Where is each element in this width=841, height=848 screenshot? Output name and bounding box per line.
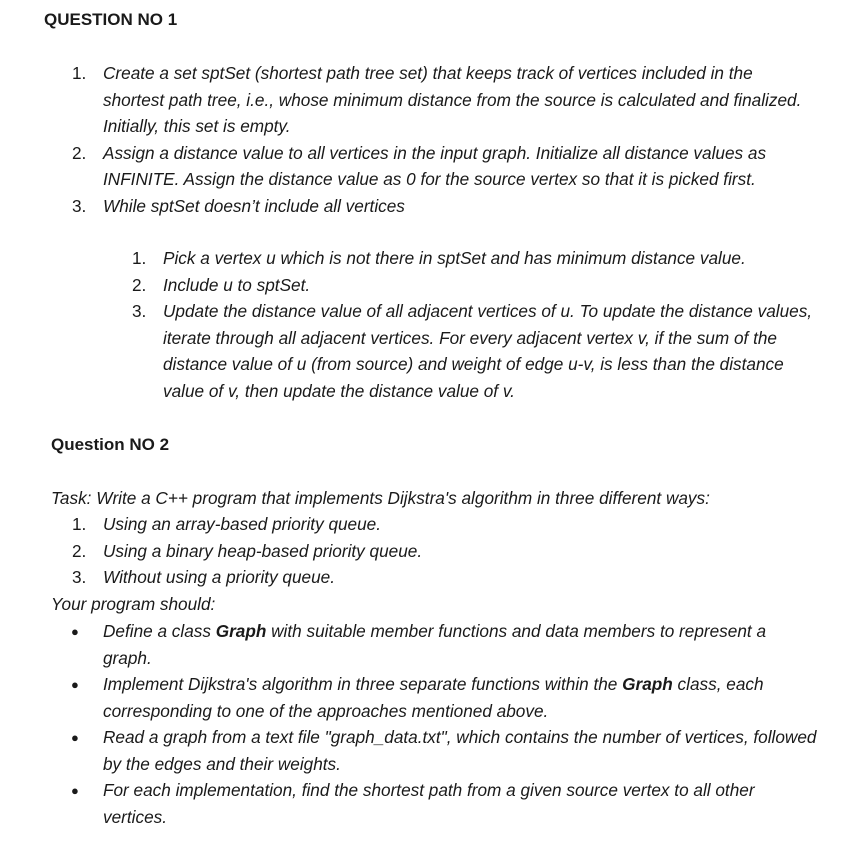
- requirement-text: Define a class Graph with suitable member functions and data members to represent a graph.: [103, 621, 767, 668]
- bullet-icon: ●: [71, 730, 79, 745]
- list-item: [132, 272, 818, 299]
- substep-number: 2.: [132, 274, 147, 295]
- question-1-title: QUESTION NO 1: [44, 10, 178, 29]
- step-text: Assign a distance value to all vertices in the input graph. Initialize all distance values as INFINITE. Assign the distance value as 0 for the source vertex so that it is picked first.: [103, 142, 767, 189]
- task-description: Task: Write a C++ program that implements Dijkstra's algorithm in three different ways:: [51, 488, 710, 508]
- substep-number: 3.: [132, 301, 147, 321]
- list-item: [72, 60, 815, 140]
- list-item: [71, 724, 818, 777]
- question-2-title: Question NO 2: [51, 435, 170, 454]
- list-item: [71, 777, 818, 830]
- requirement-text: Implement Dijkstra's algorithm in three separate functions within the Graph class, each corresponding to one of the approaches mentioned above.: [103, 674, 764, 721]
- way-number: 2.: [72, 540, 87, 561]
- way-text: Without using a priority queue.: [103, 567, 336, 587]
- list-item: [132, 298, 818, 404]
- list-item: [72, 193, 815, 220]
- bullet-icon: ●: [71, 677, 79, 692]
- step-text: Create a set sptSet (shortest path tree set) that keeps track of vertices included in the shortest path tree, i.e., whose minimum distance from the source is calculated and finalized. Initially, this set is empty.: [103, 63, 802, 136]
- requirement-text: For each implementation, find the shortest path from a given source vertex to all other vertices.: [103, 780, 755, 827]
- list-item: [71, 618, 818, 671]
- bullet-icon: ●: [71, 624, 79, 639]
- list-item: [72, 538, 703, 565]
- step-text: While sptSet doesn’t include all vertices: [103, 195, 405, 216]
- keyword-graph: Graph: [622, 674, 673, 694]
- requirements-intro: Your program should:: [51, 594, 216, 614]
- way-text: Using an array-based priority queue.: [103, 514, 382, 534]
- question-1-steps: [72, 60, 815, 219]
- keyword-graph: Graph: [215, 621, 267, 641]
- bullet-icon: ●: [71, 783, 79, 798]
- step-number: 2.: [72, 142, 87, 163]
- substep-number: 1.: [132, 248, 147, 268]
- question-1-substeps: [132, 245, 818, 404]
- way-number: 3.: [72, 567, 87, 587]
- implementation-ways: [72, 511, 703, 591]
- step-number: 3.: [72, 195, 87, 216]
- way-text: Using a binary heap-based priority queue.: [103, 540, 423, 561]
- list-item: [71, 671, 818, 724]
- substep-text: Update the distance value of all adjacent vertices of u. To update the distance values, iterate through all adjacent vertices. For every adjacent vertex v, if the sum of the distance value of u (from source) and weight of edge u-v, is less than the distance value of v, then update the distance value of v.: [163, 301, 813, 401]
- step-number: 1.: [72, 63, 87, 83]
- substep-text: Pick a vertex u which is not there in sptSet and has minimum distance value.: [163, 248, 746, 268]
- list-item: [72, 564, 703, 591]
- list-item: [132, 245, 818, 272]
- way-number: 1.: [72, 514, 87, 534]
- list-item: [72, 140, 815, 193]
- substep-text: Include u to sptSet.: [163, 274, 311, 295]
- requirements-list: [71, 618, 818, 830]
- list-item: [72, 511, 703, 538]
- requirement-text: Read a graph from a text file "graph_data.txt", which contains the number of vertices, followed by the edges and their weights.: [103, 727, 817, 774]
